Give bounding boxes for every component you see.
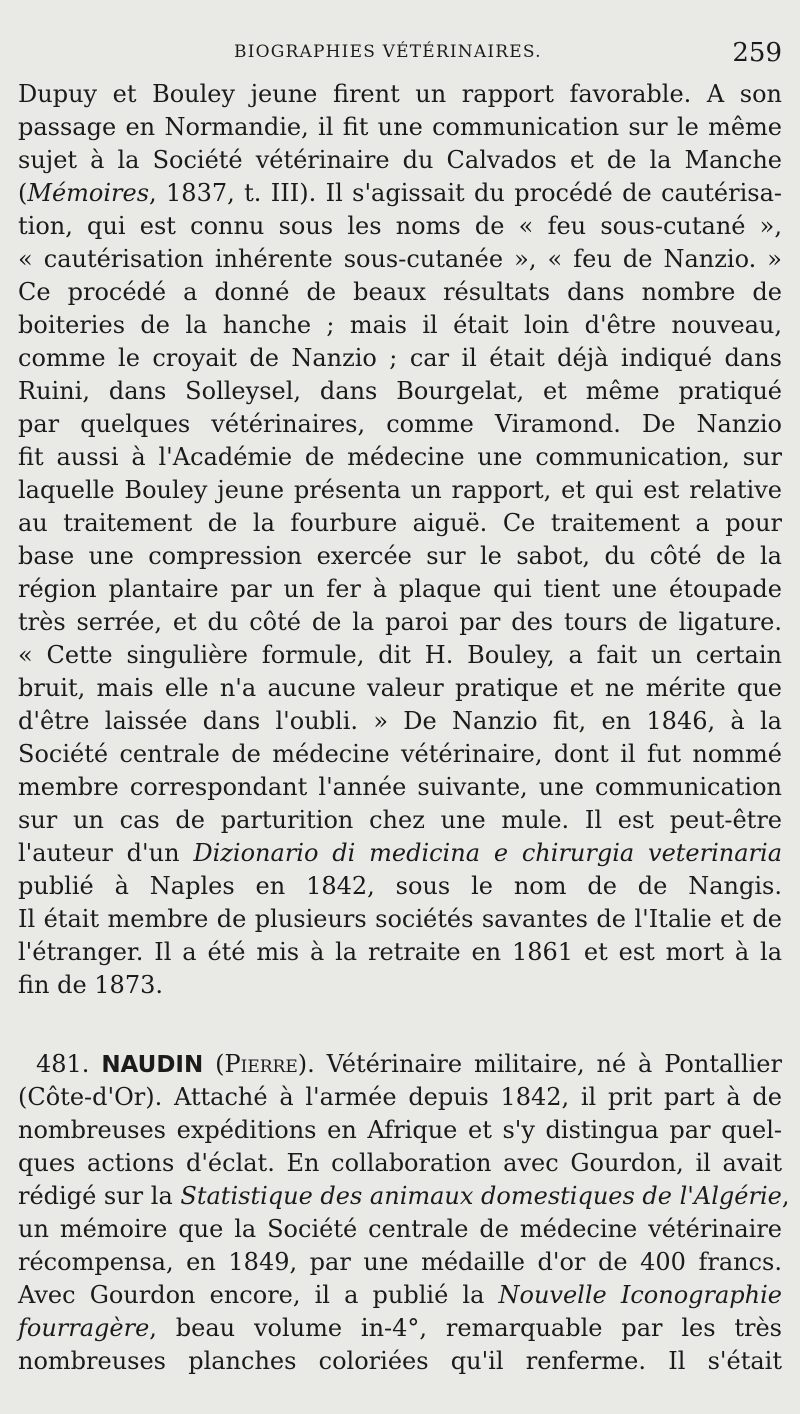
text-line: très serrée, et du côté de la paroi par des tours de ligature.: [18, 608, 782, 636]
page-number: 259: [732, 38, 782, 68]
italic-title: fourragère: [18, 1314, 150, 1342]
entry-heading-line: 481. NAUDIN (Pierre). Vétérinaire militaire, né à Pontallier: [36, 1050, 782, 1078]
text-line: tion, qui est connu sous les noms de « feu sous-cutané »,: [18, 212, 782, 240]
text-line: membre correspondant l'année suivante, une communication: [18, 773, 782, 801]
text-line: l'étranger. Il a été mis à la retraite en 1861 et est mort à la: [18, 938, 782, 966]
text-line: publié à Naples en 1842, sous le nom de de Nangis.: [18, 872, 782, 900]
text-line: Société centrale de médecine vétérinaire, dont il fut nommé: [18, 740, 782, 768]
text-line: comme le croyait de Nanzio ; car il était déjà indiqué dans: [18, 344, 782, 372]
body-text: [18, 78, 790, 1378]
text-line: (Côte-d'Or). Attaché à l'armée depuis 1842, il prit part à de: [18, 1083, 782, 1111]
italic-title: Mémoires: [27, 179, 150, 207]
text-line: par quelques vétérinaires, comme Viramond. De Nanzio: [18, 410, 782, 438]
text-line: au traitement de la fourbure aiguë. Ce traitement a pour: [18, 509, 782, 537]
text-line: bruit, mais elle n'a aucune valeur pratique et ne mérite que: [18, 674, 782, 702]
text-line: Dupuy et Bouley jeune firent un rapport favorable. A son: [18, 80, 782, 108]
page-header: [0, 38, 800, 78]
running-title: BIOGRAPHIES VÉTÉRINAIRES.: [234, 42, 542, 62]
text-line: nombreuses expéditions en Afrique et s'y distingua par quel-: [18, 1116, 782, 1144]
text-line: (Mémoires, 1837, t. III). Il s'agissait du procédé de cautérisa-: [18, 179, 782, 207]
text-line: base une compression exercée sur le sabot, du côté de la: [18, 542, 782, 570]
text-line: « cautérisation inhérente sous-cutanée », « feu de Nanzio. »: [18, 245, 782, 273]
text-line: fin de 1873.: [18, 971, 163, 999]
text-line: Ce procédé a donné de beaux résultats dans nombre de: [18, 278, 782, 306]
text-line: rédigé sur la Statistique des animaux domestiques de l'Algérie,: [18, 1182, 790, 1210]
text-line: un mémoire que la Société centrale de médecine vétérinaire: [18, 1215, 782, 1243]
text-line: fit aussi à l'Académie de médecine une communication, sur: [18, 443, 782, 471]
text-line: l'auteur d'un Dizionario di medicina e chirurgia veterinaria: [18, 839, 782, 867]
text-line: sujet à la Société vétérinaire du Calvados et de la Manche: [18, 146, 782, 174]
entry-number: 481.: [36, 1050, 90, 1078]
text-line: sur un cas de parturition chez une mule. Il est peut-être: [18, 806, 782, 834]
text-line: « Cette singulière formule, dit H. Bouley, a fait un certain: [18, 641, 782, 669]
entry-name: NAUDIN: [101, 1052, 204, 1078]
italic-title: Dizionario di medicina e chirurgia veterinaria: [193, 839, 782, 867]
text-line: d'être laissée dans l'oubli. » De Nanzio fit, en 1846, à la: [18, 707, 782, 735]
text-line: boiteries de la hanche ; mais il était loin d'être nouveau,: [18, 311, 782, 339]
text-line: fourragère, beau volume in-4°, remarquable par les très: [18, 1314, 782, 1342]
text-line: nombreuses planches coloriées qu'il renferme. Il s'était: [18, 1347, 782, 1375]
italic-title: Nouvelle Iconographie: [498, 1281, 782, 1309]
italic-title: Statistique des animaux domestiques de l'Algérie: [180, 1182, 782, 1210]
text-line: Avec Gourdon encore, il a publié la Nouvelle Iconographie: [18, 1281, 782, 1309]
text-line: récompensa, en 1849, par une médaille d'or de 400 francs.: [18, 1248, 782, 1276]
text-line: passage en Normandie, il fit une communication sur le même: [18, 113, 782, 141]
text-line: ques actions d'éclat. En collaboration avec Gourdon, il avait: [18, 1149, 782, 1177]
text-line: Ruini, dans Solleysel, dans Bourgelat, et même pratiqué: [18, 377, 782, 405]
entry-firstname: (Pierre): [215, 1050, 308, 1078]
paragraph-gap: [18, 1002, 782, 1048]
text-line: Il était membre de plusieurs sociétés savantes de l'Italie et de: [18, 905, 782, 933]
text-line: région plantaire par un fer à plaque qui tient une étoupade: [18, 575, 782, 603]
text-line: laquelle Bouley jeune présenta un rapport, et qui est relative: [18, 476, 782, 504]
